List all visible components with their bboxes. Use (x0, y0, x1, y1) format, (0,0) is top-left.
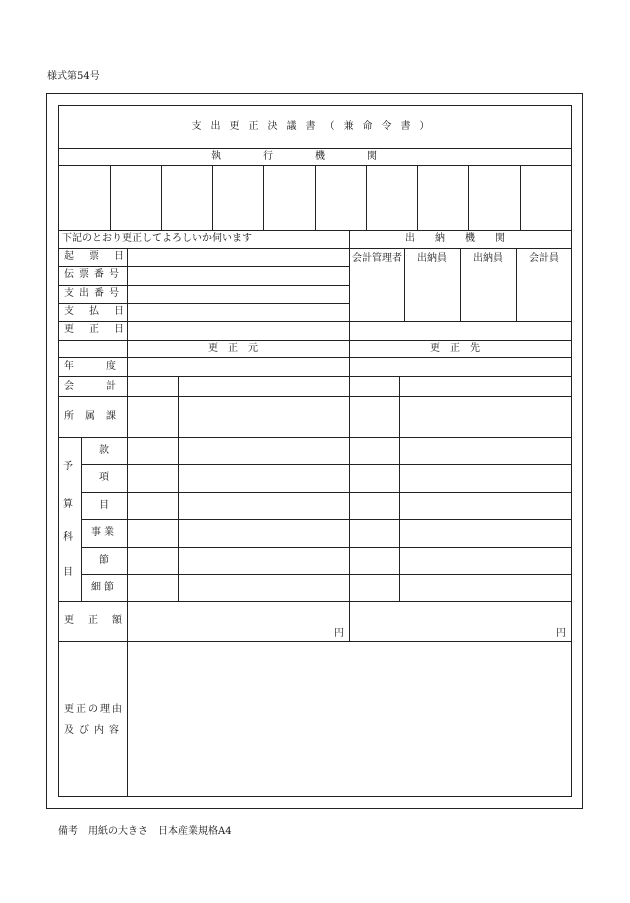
rule (58, 641, 572, 642)
budget-label-char: 科 (63, 532, 73, 543)
accountant-label: 会計員 (529, 253, 559, 264)
reason-label-line1: 更正の理由 (64, 704, 124, 715)
budget-label-char: 予 (63, 461, 73, 472)
payment-date-label: 支払日 (64, 306, 139, 317)
cashier-label: 出納員 (417, 253, 447, 264)
rule (58, 601, 572, 602)
budget-item-label: 節 (99, 555, 109, 566)
rule (349, 230, 350, 641)
rule (58, 303, 349, 304)
fiscal-year-label: 年度 (64, 361, 148, 372)
rule (58, 437, 572, 438)
budget-label-char: 算 (63, 499, 73, 510)
rule (58, 376, 572, 377)
rule (81, 574, 572, 575)
rule (58, 285, 349, 286)
rule (212, 165, 213, 230)
amount-unit-before: 円 (334, 628, 344, 639)
before-column-header: 更正元 (208, 343, 268, 354)
rule (58, 230, 572, 231)
budget-label-char: 目 (63, 567, 73, 578)
rule (81, 464, 572, 465)
expenditure-number-label: 支出番号 (64, 288, 124, 299)
budget-item-label: 細節 (91, 582, 117, 593)
rule (81, 519, 572, 520)
form-number: 様式第54号 (47, 71, 100, 82)
rule (315, 165, 316, 230)
rule (460, 248, 461, 321)
after-column-header: 更正先 (430, 343, 490, 354)
rule (417, 165, 418, 230)
budget-item-label: 項 (99, 472, 109, 483)
rule (58, 266, 349, 267)
rule (58, 357, 572, 358)
footnote: 備考 用紙の大きさ 日本産業規格A4 (58, 826, 232, 837)
rule (58, 321, 572, 322)
budget-item-label: 目 (99, 500, 109, 511)
department-label: 所属課 (64, 411, 127, 422)
rule (520, 165, 521, 230)
draft-date-label: 起票日 (64, 251, 139, 262)
rule (58, 148, 572, 149)
rule (516, 248, 517, 321)
cashier-label: 出納員 (473, 253, 503, 264)
slip-number-label: 伝票番号 (64, 269, 124, 280)
budget-item-label: 款 (99, 445, 109, 456)
rule (366, 165, 367, 230)
rule (399, 376, 400, 601)
rule (81, 492, 572, 493)
amount-unit-after: 円 (556, 628, 566, 639)
form-title: 支出更正決議書（兼命令書） (191, 121, 439, 132)
rule (58, 248, 572, 249)
rule (110, 165, 111, 230)
disbursing-agency-label: 出納機関 (405, 233, 525, 244)
reason-label-line2: 及び内容 (64, 725, 124, 736)
rule (468, 165, 469, 230)
rule (161, 165, 162, 230)
rule (58, 340, 572, 341)
budget-item-label: 事業 (91, 527, 117, 538)
request-text: 下記のとおり更正してよろしいか伺います (62, 233, 252, 244)
correction-date-label: 更正日 (64, 324, 139, 335)
executing-agency-label: 執行機関 (211, 151, 419, 162)
account-label: 会計 (64, 381, 148, 392)
rule (58, 396, 572, 397)
accounting-manager-label: 会計管理者 (352, 253, 402, 264)
rule (404, 248, 405, 321)
rule (81, 547, 572, 548)
amount-label: 更正額 (64, 615, 136, 626)
rule (263, 165, 264, 230)
rule (81, 437, 82, 601)
rule (178, 376, 179, 601)
